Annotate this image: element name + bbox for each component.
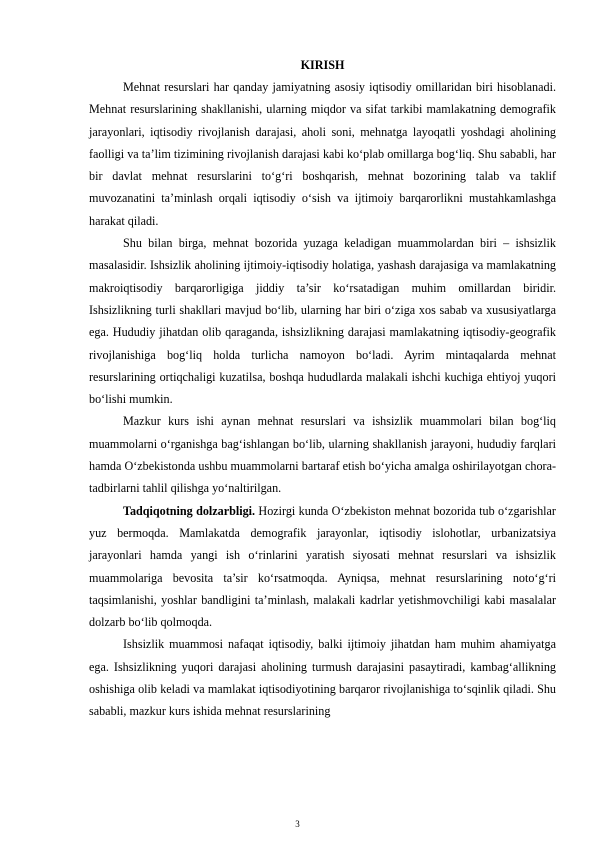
paragraph-lead-relevance: Tadqiqotning dolzarbligi.	[123, 503, 256, 518]
paragraph-text: Ishsizlik muammosi nafaqat iqtisodiy, balki ijtimoiy jihatdan ham muhim ahamiyatga ega. Ishsizlikning yuqori darajasi aholining turmush darajasini pasaytiradi, kambag‘allikning oshishiga olib keladi va mamlakat iqtisodiyotining barqaror rivojlanishiga to‘sqinlik qiladi. Shu sababli, mazkur kurs ishida mehnat resurslarining	[89, 637, 556, 719]
paragraph-2	[89, 232, 556, 410]
paragraph-text: Hozirgi kunda O‘zbekiston mehnat bozorida tub o‘zgarishlar yuz bermoqda. Mamlakatda demografik jarayonlar, iqtisodiy islohotlar, urbanizatsiya jarayonlari hamda yangi ish o‘rinlarini yaratish siyosati mehnat resurslari va ishsizlik muammolariga bevosita ta’sir ko‘rsatmoqda. Ayniqsa, mehnat resurslarining noto‘g‘ri taqsimlanishi, yoshlar bandligini ta’minlash, malakali kadrlar yetishmovchiligi kabi masalalar dolzarb bo‘lib qolmoqda.	[89, 503, 556, 630]
paragraph-relevance	[89, 500, 556, 634]
document-page	[89, 54, 556, 723]
page-number: 3	[295, 819, 300, 829]
paragraph-text: Mazkur kurs ishi aynan mehnat resurslari va ishsizlik muammolari bilan bog‘liq muammolarni o‘rganishga bag‘ishlangan bo‘lib, ularning shakllanish jarayoni, hududiy farqlari hamda O‘zbekistonda ushbu muammolarni bartaraf etish bo‘yicha amalga oshirilayotgan chora-tadbirlarni tahlil qilishga yo‘naltirilgan.	[89, 414, 556, 496]
paragraph-3	[89, 410, 556, 499]
paragraph-5	[89, 633, 556, 722]
paragraph-text: Shu bilan birga, mehnat bozorida yuzaga keladigan muammolardan biri – ishsizlik masalasidir. Ishsizlik aholining ijtimoiy-iqtisodiy holatiga, yashash darajasiga va mamlakatning makroiqtisodiy barqarorligiga jiddiy ta’sir ko‘rsatadigan muhim omillardan biridir. Ishsizlikning turli shakllari mavjud bo‘lib, ularning har biri o‘ziga xos sabab va xususiyatlarga ega. Hududiy jihatdan olib qaraganda, ishsizlikning darajasi mamlakatning iqtisodiy-geografik rivojlanishiga bog‘liq holda turlicha namoyon bo‘ladi. Ayrim mintaqalarda mehnat resurslarining ortiqchaligi kuzatilsa, boshqa hududlarda malakali ishchi kuchiga ehtiyoj yuqori bo‘lishi mumkin.	[89, 236, 556, 407]
paragraph-text: Mehnat resurslari har qanday jamiyatning asosiy iqtisodiy omillaridan biri hisoblanadi. Mehnat resurslarining shakllanishi, ularning miqdor va sifat tarkibi mamlakatning demografik jarayonlari, iqtisodiy rivojlanish darajasi, aholi soni, mehnatga layoqatli yoshdagi aholining faolligi va ta’lim tizimining rivojlanish darajasi kabi ko‘plab omillarga bog‘liq. Shu sababli, har bir davlat mehnat resurslarini to‘g‘ri boshqarish, mehnat bozorining talab va taklif muvozanatini ta’minlash orqali iqtisodiy o‘sish va ijtimoiy barqarorlikni mustahkamlashga harakat qiladi.	[89, 80, 556, 228]
section-heading: KIRISH	[300, 58, 345, 72]
paragraph-1	[89, 76, 556, 232]
